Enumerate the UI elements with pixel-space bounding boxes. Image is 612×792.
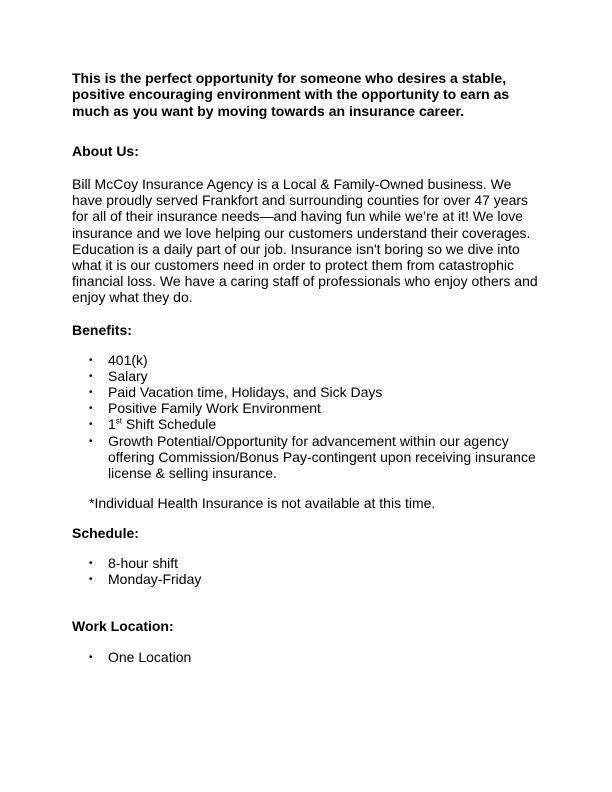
bullet-icon: • <box>89 558 93 570</box>
list-item-text: Salary <box>108 367 148 384</box>
list-item <box>72 352 542 368</box>
list-item <box>72 384 542 400</box>
list-item-text: Positive Family Work Environment <box>108 400 321 417</box>
shift-text: Shift Schedule <box>122 416 217 433</box>
health-insurance-note: *Individual Health Insurance is not available at this time. <box>89 495 436 512</box>
bullet-icon: • <box>89 386 93 398</box>
benefits-heading: Benefits: <box>72 321 132 338</box>
bullet-icon: • <box>89 354 93 366</box>
about-paragraph: Bill McCoy Insurance Agency is a Local & Family-Owned business. We have proudly served Frankfort and surrounding counties for over 47 years for all of their insurance needs—and having fun while we’re at it! We love insurance and we love helping our customers understand their coverages. Education is a daily part of our job. Insurance isn't boring so we dive into what it is our customers need in order to protect them from catastrophic financial loss. We have a caring staff of professionals who enjoy others and enjoy what they do. <box>72 175 538 306</box>
list-item <box>72 555 542 571</box>
list-item-text: Paid Vacation time, Holidays, and Sick Days <box>108 383 383 400</box>
schedule-list <box>72 555 542 587</box>
work-location-heading: Work Location: <box>72 617 174 634</box>
bullet-icon: • <box>89 403 93 415</box>
bullet-icon: • <box>89 370 93 382</box>
intro-paragraph: This is the perfect opportunity for someone who desires a stable, positive encouraging environment with the opportunity to earn as much as you want by moving towards an insurance career. <box>72 70 510 119</box>
bullet-icon: • <box>89 574 93 586</box>
list-item-text: 8-hour shift <box>108 555 179 572</box>
list-item <box>72 649 542 665</box>
list-item-text: One Location <box>108 648 192 665</box>
list-item <box>72 400 542 416</box>
bullet-icon: • <box>89 419 93 431</box>
list-item <box>72 433 542 482</box>
bullet-icon: • <box>89 435 93 447</box>
about-heading: About Us: <box>72 142 139 159</box>
shift-number: 1 <box>108 416 116 433</box>
ordinal-suffix: st <box>115 416 123 426</box>
schedule-heading: Schedule: <box>72 525 139 542</box>
list-item-text: 401(k) <box>108 351 148 368</box>
bullet-icon: • <box>89 651 93 663</box>
location-list <box>72 649 542 665</box>
document-page <box>72 70 542 665</box>
list-item-text: Growth Potential/Opportunity for advancement within our agency offering Commission/Bonus Pay-contingent upon receiving insurance license & selling insurance. <box>108 432 536 481</box>
list-item <box>72 416 542 432</box>
list-item <box>72 368 542 384</box>
list-item-text: Monday-Friday <box>108 571 202 588</box>
list-item <box>72 571 542 587</box>
benefits-list <box>72 352 542 482</box>
